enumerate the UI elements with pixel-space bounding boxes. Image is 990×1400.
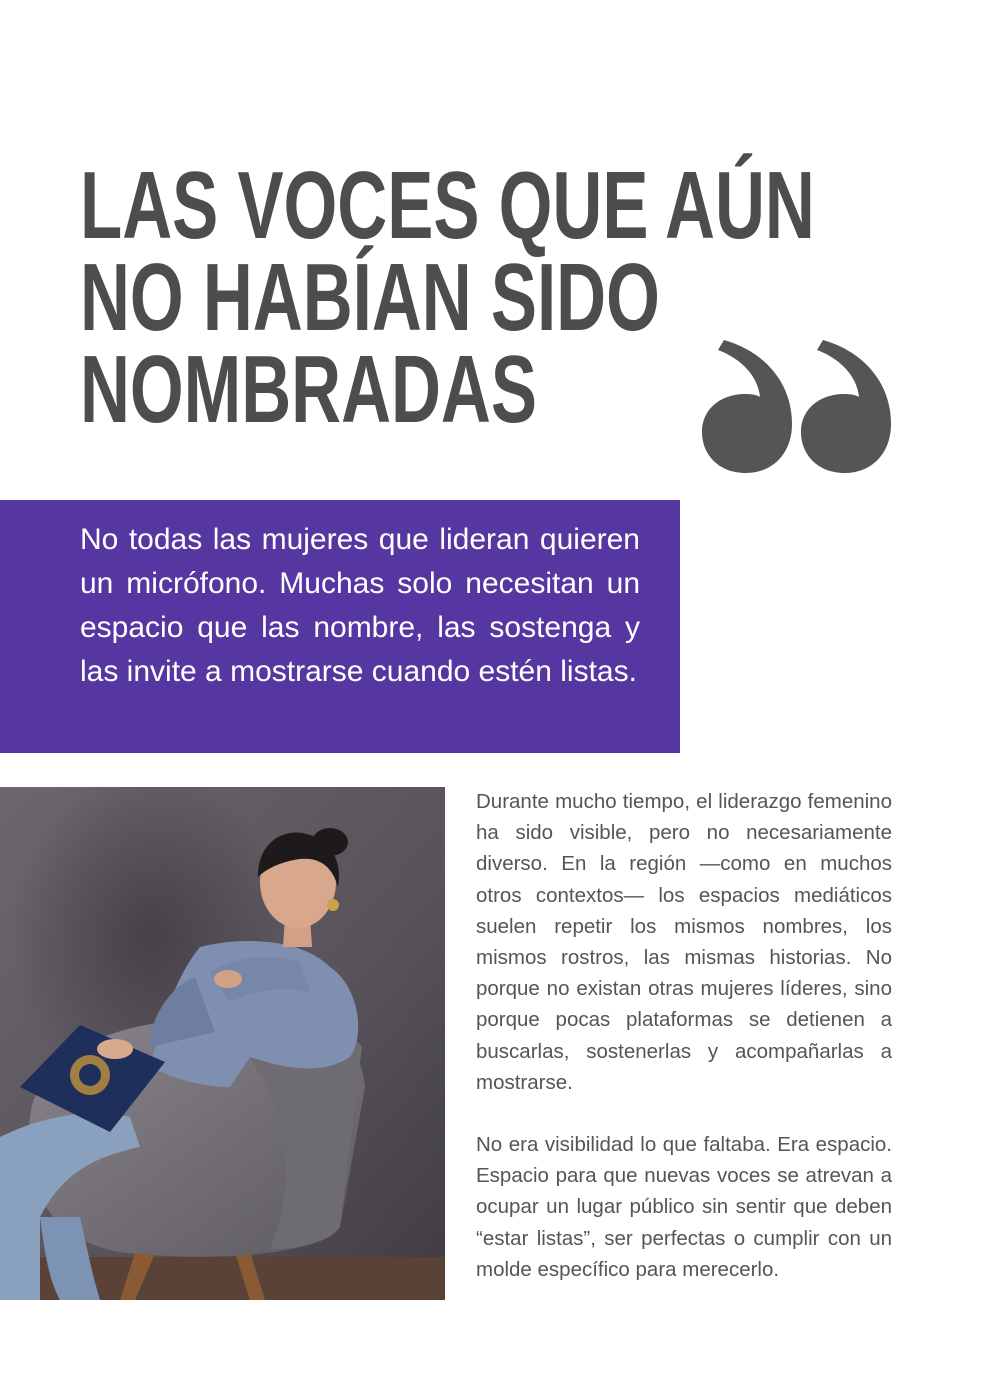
headline-line-1: LAS VOCES QUE AÚN (80, 152, 815, 259)
closing-quote-icon (700, 338, 895, 473)
headline (80, 152, 815, 443)
body-paragraph-2: No era visibilidad lo que faltaba. Era espacio. Espacio para que nuevas voces se atrevan a ocupar un lugar público sin sentir que deben “estar listas”, ser perfectas o cumplir con un molde específico para merecerlo. (476, 1133, 892, 1281)
portrait-photo (0, 787, 445, 1300)
lead-paragraph: No todas las mujeres que lideran quieren un micrófono. Muchas solo necesitan un espacio que las nombre, las sostenga y las invite a mostrarse cuando estén listas. (80, 523, 640, 688)
body-paragraph-1: Durante mucho tiempo, el liderazgo femenino ha sido visible, pero no necesariamente diverso. En la región —como en muchos otros contextos— los espacios mediáticos suelen repetir los mismos nombres, los mismos rostros, las mismas historias. No porque no existan otras mujeres líderes, sino porque pocas plataformas se detienen a buscarlas, sostenerlas y acompañarlas a mostrarse. (476, 790, 892, 1094)
headline-line-3: NOMBRADAS (80, 336, 537, 443)
body-text (476, 786, 892, 1316)
headline-line-2: NO HABÍAN SIDO (80, 244, 660, 351)
